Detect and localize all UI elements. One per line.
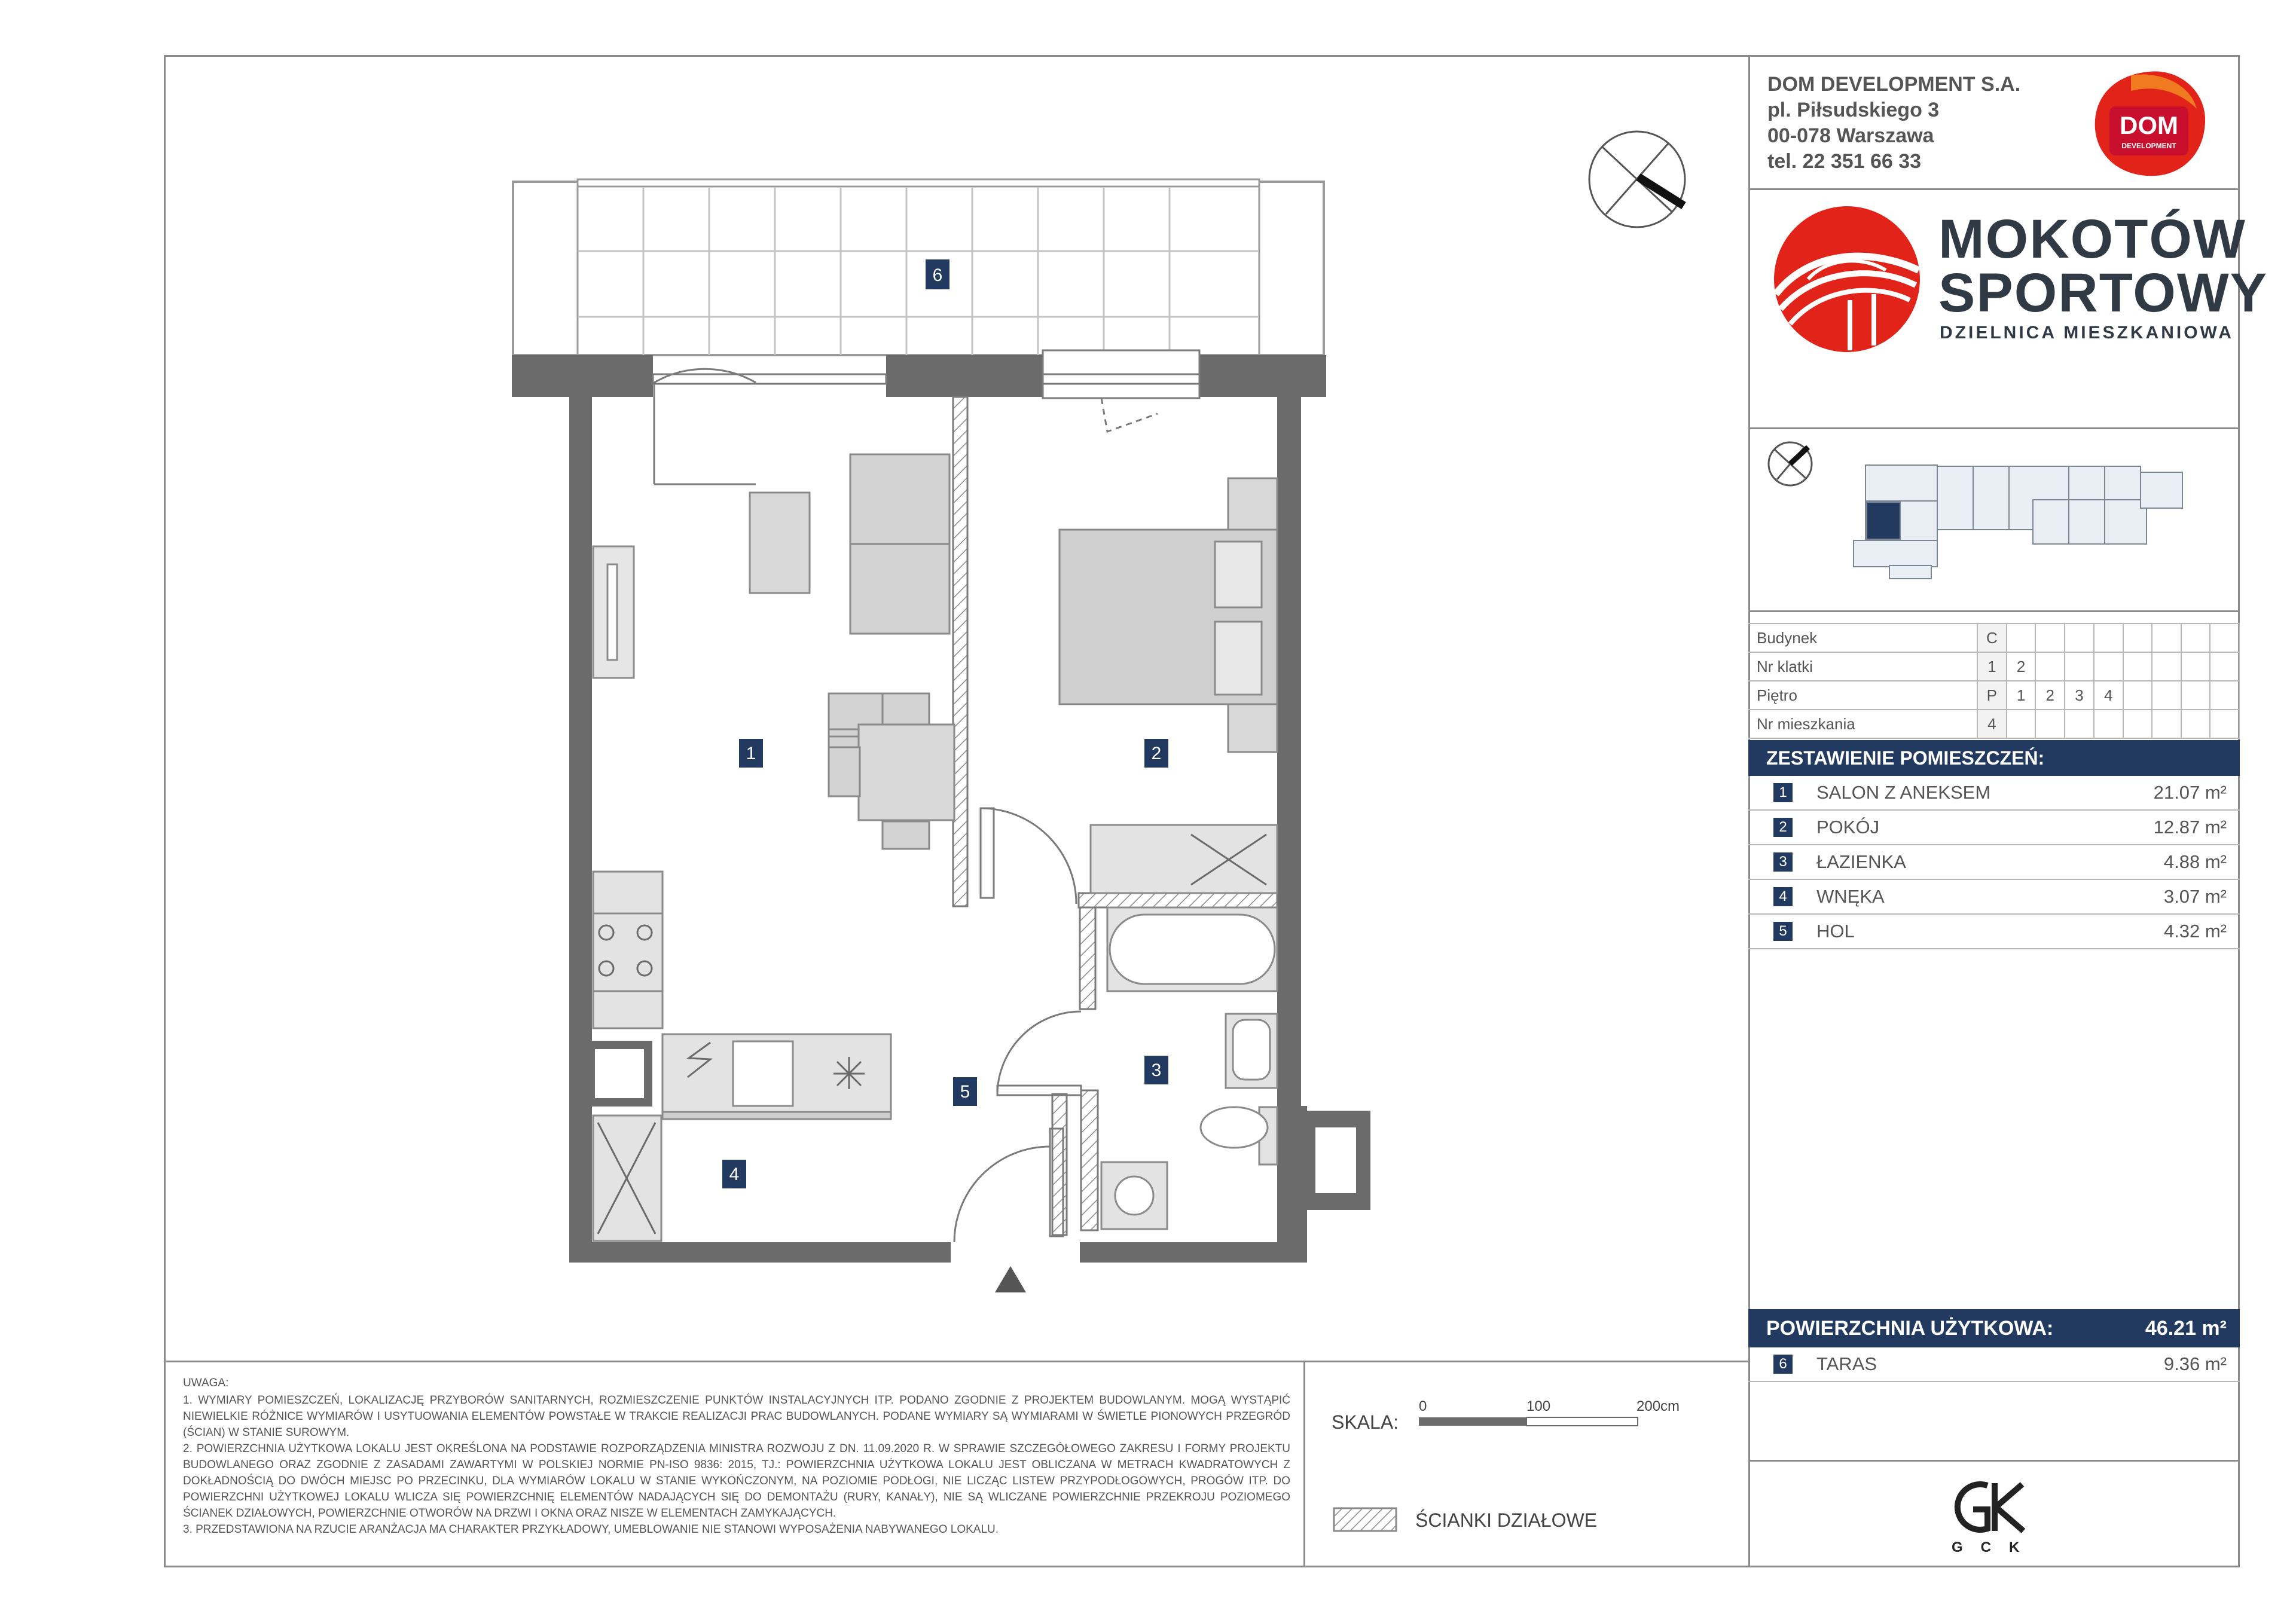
room-row bbox=[1748, 845, 2240, 880]
property-label: Piętro bbox=[1748, 681, 1977, 710]
property-value: 1 bbox=[2007, 681, 2036, 710]
property-value bbox=[2152, 681, 2181, 710]
company-block bbox=[1748, 55, 2240, 190]
property-value: 4 bbox=[1977, 710, 2007, 738]
room-area: 12.87 m² bbox=[2153, 817, 2227, 838]
scale-tick-200: 200cm bbox=[1636, 1398, 1680, 1414]
property-row bbox=[1748, 623, 2239, 652]
property-value bbox=[2210, 623, 2239, 652]
room-number-badge: 4 bbox=[1773, 887, 1793, 906]
property-value bbox=[2035, 652, 2065, 681]
total-area-value: 46.21 m² bbox=[2145, 1317, 2227, 1340]
room-row bbox=[1748, 776, 2240, 811]
room-number-2: 2 bbox=[1151, 744, 1162, 763]
svg-text:DEVELOPMENT: DEVELOPMENT bbox=[2121, 142, 2176, 150]
gck-block bbox=[1748, 1460, 2240, 1567]
total-area-label: POWIERZCHNIA UŻYTKOWA: bbox=[1766, 1317, 2054, 1340]
property-value bbox=[2094, 623, 2123, 652]
property-value bbox=[2152, 710, 2181, 738]
property-value: 2 bbox=[2007, 652, 2036, 681]
room-number-badge: 5 bbox=[1773, 922, 1793, 941]
notes-block bbox=[183, 1375, 1290, 1538]
notes-head: UWAGA: bbox=[183, 1377, 229, 1389]
property-value bbox=[2123, 710, 2152, 738]
dom-development-logo bbox=[2089, 67, 2209, 181]
scale-bar bbox=[1419, 1416, 1646, 1428]
room-row bbox=[1748, 915, 2240, 949]
property-value bbox=[2181, 652, 2210, 681]
property-value bbox=[2181, 710, 2210, 738]
property-value: C bbox=[1977, 623, 2007, 652]
room-number-badge: 3 bbox=[1773, 852, 1793, 872]
furniture bbox=[593, 454, 1277, 1241]
room-area: 9.36 m² bbox=[2163, 1353, 2227, 1374]
property-label: Nr klatki bbox=[1748, 652, 1977, 681]
room-name: ŁAZIENKA bbox=[1816, 851, 1906, 872]
room-name: WNĘKA bbox=[1816, 886, 1885, 907]
room-number-3: 3 bbox=[1151, 1060, 1162, 1080]
building-locator bbox=[1748, 429, 2240, 612]
property-value bbox=[2123, 623, 2152, 652]
terrace bbox=[513, 179, 1324, 355]
property-value: P bbox=[1977, 681, 2007, 710]
property-value bbox=[2007, 623, 2036, 652]
room-area: 21.07 m² bbox=[2153, 782, 2227, 803]
properties-table bbox=[1748, 623, 2240, 739]
property-value bbox=[2210, 710, 2239, 738]
property-value bbox=[2094, 710, 2123, 738]
property-value bbox=[2181, 681, 2210, 710]
compass-small-icon bbox=[1769, 442, 1812, 485]
property-value bbox=[2210, 652, 2239, 681]
gck-letters: GCK bbox=[1952, 1539, 2038, 1555]
property-row bbox=[1748, 652, 2239, 681]
property-value bbox=[2065, 623, 2094, 652]
property-value bbox=[2035, 710, 2065, 738]
room-number-1: 1 bbox=[746, 744, 756, 763]
entrance-arrow bbox=[995, 1266, 1026, 1292]
total-area-header bbox=[1748, 1309, 2240, 1347]
room-row bbox=[1748, 1347, 2240, 1382]
company-city: 00-078 Warszawa bbox=[1767, 124, 1934, 147]
building-key-plan bbox=[1854, 465, 2182, 579]
property-value: 1 bbox=[1977, 652, 2007, 681]
scale-label: SKALA: bbox=[1332, 1411, 1399, 1433]
extra-areas-list bbox=[1748, 1347, 2240, 1382]
property-value bbox=[2094, 652, 2123, 681]
room-area: 4.88 m² bbox=[2163, 851, 2227, 872]
partition-legend-label: ŚCIANKI DZIAŁOWE bbox=[1415, 1509, 1598, 1531]
property-value bbox=[2210, 681, 2239, 710]
svg-text:DOM: DOM bbox=[2120, 111, 2178, 139]
company-street: pl. Piłsudskiego 3 bbox=[1767, 99, 1940, 121]
project-brand bbox=[1748, 190, 2268, 429]
property-value bbox=[2065, 710, 2094, 738]
note-3: 3. PRZEDSTAWIONA NA RZUCIE ARANŻACJA MA CHARAKTER PRZYKŁADOWY, UMEBLOWANIE NIE STANOWI WYPOSAŻENIA NABYWANEGO LOKALU. bbox=[183, 1523, 999, 1536]
property-value bbox=[2007, 710, 2036, 738]
room-area: 4.32 m² bbox=[2163, 921, 2227, 942]
scale-tick-0: 0 bbox=[1419, 1398, 1427, 1414]
brand-name-line2: SPORTOWY bbox=[1938, 262, 2268, 323]
room-number-4: 4 bbox=[729, 1164, 740, 1184]
gck-logo bbox=[1946, 1477, 2035, 1537]
apartment-properties bbox=[1748, 623, 2240, 739]
room-number-6: 6 bbox=[932, 265, 943, 285]
rooms-header: ZESTAWIENIE POMIESZCZEŃ: bbox=[1748, 740, 2240, 776]
scale-tick-100: 100 bbox=[1526, 1398, 1551, 1414]
property-label: Budynek bbox=[1748, 623, 1977, 652]
mokotow-logo bbox=[1772, 204, 1922, 354]
room-number-badge: 1 bbox=[1773, 783, 1793, 802]
property-value bbox=[2152, 652, 2181, 681]
note-2: 2. POWIERZCHNIA UŻYTKOWA LOKALU JEST OKREŚLONA NA PODSTAWIE ROZPORZĄDZENIA MINISTRA ROZWOJU Z DN. 11.09.2020 R. W SPRAWIE SZCZEGÓŁOWEGO ZAKRESU I FORMY PROJEKTU BUDOWLANEGO ORAZ ZGODNIE Z ZASADAMI ZAWARTYMI W POLSKIEJ NORMIE PN-ISO 9836: 2015, TJ.: POWIERZCHNIA UŻYTKOWA LOKALU JEST OBLICZANA W METRACH KWADRATOWYCH Z DOKŁADNOŚCIĄ DO DWÓCH MIEJSC PO PRZECINKU, DLA WYMIARÓW LOKALU W STANIE WYKOŃCZONYM, NA POZIOMIE PODŁOGI, NIE LICZĄC LISTEW PRZYPODŁOGOWYCH, PROGÓW ITP. DO POWIERZCHNI UŻYTKOWEJ LOKALU WLICZA SIĘ POWIERZCHNIĘ ELEMENTÓW NADAJĄCYCH SIĘ DO DEMONTAŻU (RURY, KANAŁY), NIE SĄ WLICZANE POWIERZCHNIE PRZEKROJU POZIOMEGO ŚCIANEK DZIAŁOWYCH, POWIERZCHNIE OTWORÓW NA DRZWI I OKNA ORAZ NISZE W ELEMENTACH ZAMYKAJĄCYCH. bbox=[183, 1442, 1290, 1520]
property-row bbox=[1748, 710, 2239, 738]
company-phone: tel. 22 351 66 33 bbox=[1767, 150, 1922, 173]
room-area: 3.07 m² bbox=[2163, 886, 2227, 907]
compass-icon bbox=[1589, 132, 1685, 227]
room-number-badge: 2 bbox=[1773, 818, 1793, 837]
scale-legend-block bbox=[1303, 1361, 1748, 1567]
property-value: 3 bbox=[2065, 681, 2094, 710]
room-number-badge: 6 bbox=[1773, 1355, 1793, 1374]
property-row bbox=[1748, 681, 2239, 710]
room-number-5: 5 bbox=[960, 1082, 970, 1102]
property-value: 2 bbox=[2035, 681, 2065, 710]
property-value: 4 bbox=[2094, 681, 2123, 710]
property-value bbox=[2181, 623, 2210, 652]
property-value bbox=[2065, 652, 2094, 681]
company-name: DOM DEVELOPMENT S.A. bbox=[1767, 73, 2021, 96]
property-label: Nr mieszkania bbox=[1748, 710, 1977, 738]
room-name: POKÓJ bbox=[1816, 817, 1880, 838]
room-row bbox=[1748, 811, 2240, 845]
room-name: SALON Z ANEKSEM bbox=[1816, 782, 1991, 803]
property-value bbox=[2123, 681, 2152, 710]
info-panel bbox=[1748, 55, 2268, 1567]
property-value bbox=[2152, 623, 2181, 652]
note-1: 1. WYMIARY POMIESZCZEŃ, LOKALIZACJĘ PRZYBORÓW SANITARNYCH, ROZMIESZCZENIE PUNKTÓW INSTALACYJNYCH ITP. PODANO ZGODNIE Z PROJEKTEM BUDOWLANYM. MOGĄ WYSTĄPIĆ NIEWIELKIE RÓŻNICE WYMIARÓW I USYTUOWANIA ELEMENTÓW POWSTAŁE W TRAKCIE REALIZACJI PRAC BUDOWLANYCH. PODANE WYMIARY SĄ WYMIARAMI W ŚWIETLE PIONOWYCH PRZEGRÓD (ŚCIAN) W STANIE SUROWYM. bbox=[183, 1394, 1290, 1439]
property-value bbox=[2123, 652, 2152, 681]
property-value bbox=[2035, 623, 2065, 652]
brand-name-line1: MOKOTÓW bbox=[1938, 209, 2246, 270]
brand-subtitle: DZIELNICA MIESZKANIOWA bbox=[1940, 323, 2234, 343]
room-row bbox=[1748, 880, 2240, 915]
partition-legend-swatch bbox=[1333, 1507, 1399, 1533]
rooms-list bbox=[1748, 776, 2240, 949]
room-name: HOL bbox=[1816, 921, 1855, 942]
room-name: TARAS bbox=[1816, 1353, 1877, 1374]
